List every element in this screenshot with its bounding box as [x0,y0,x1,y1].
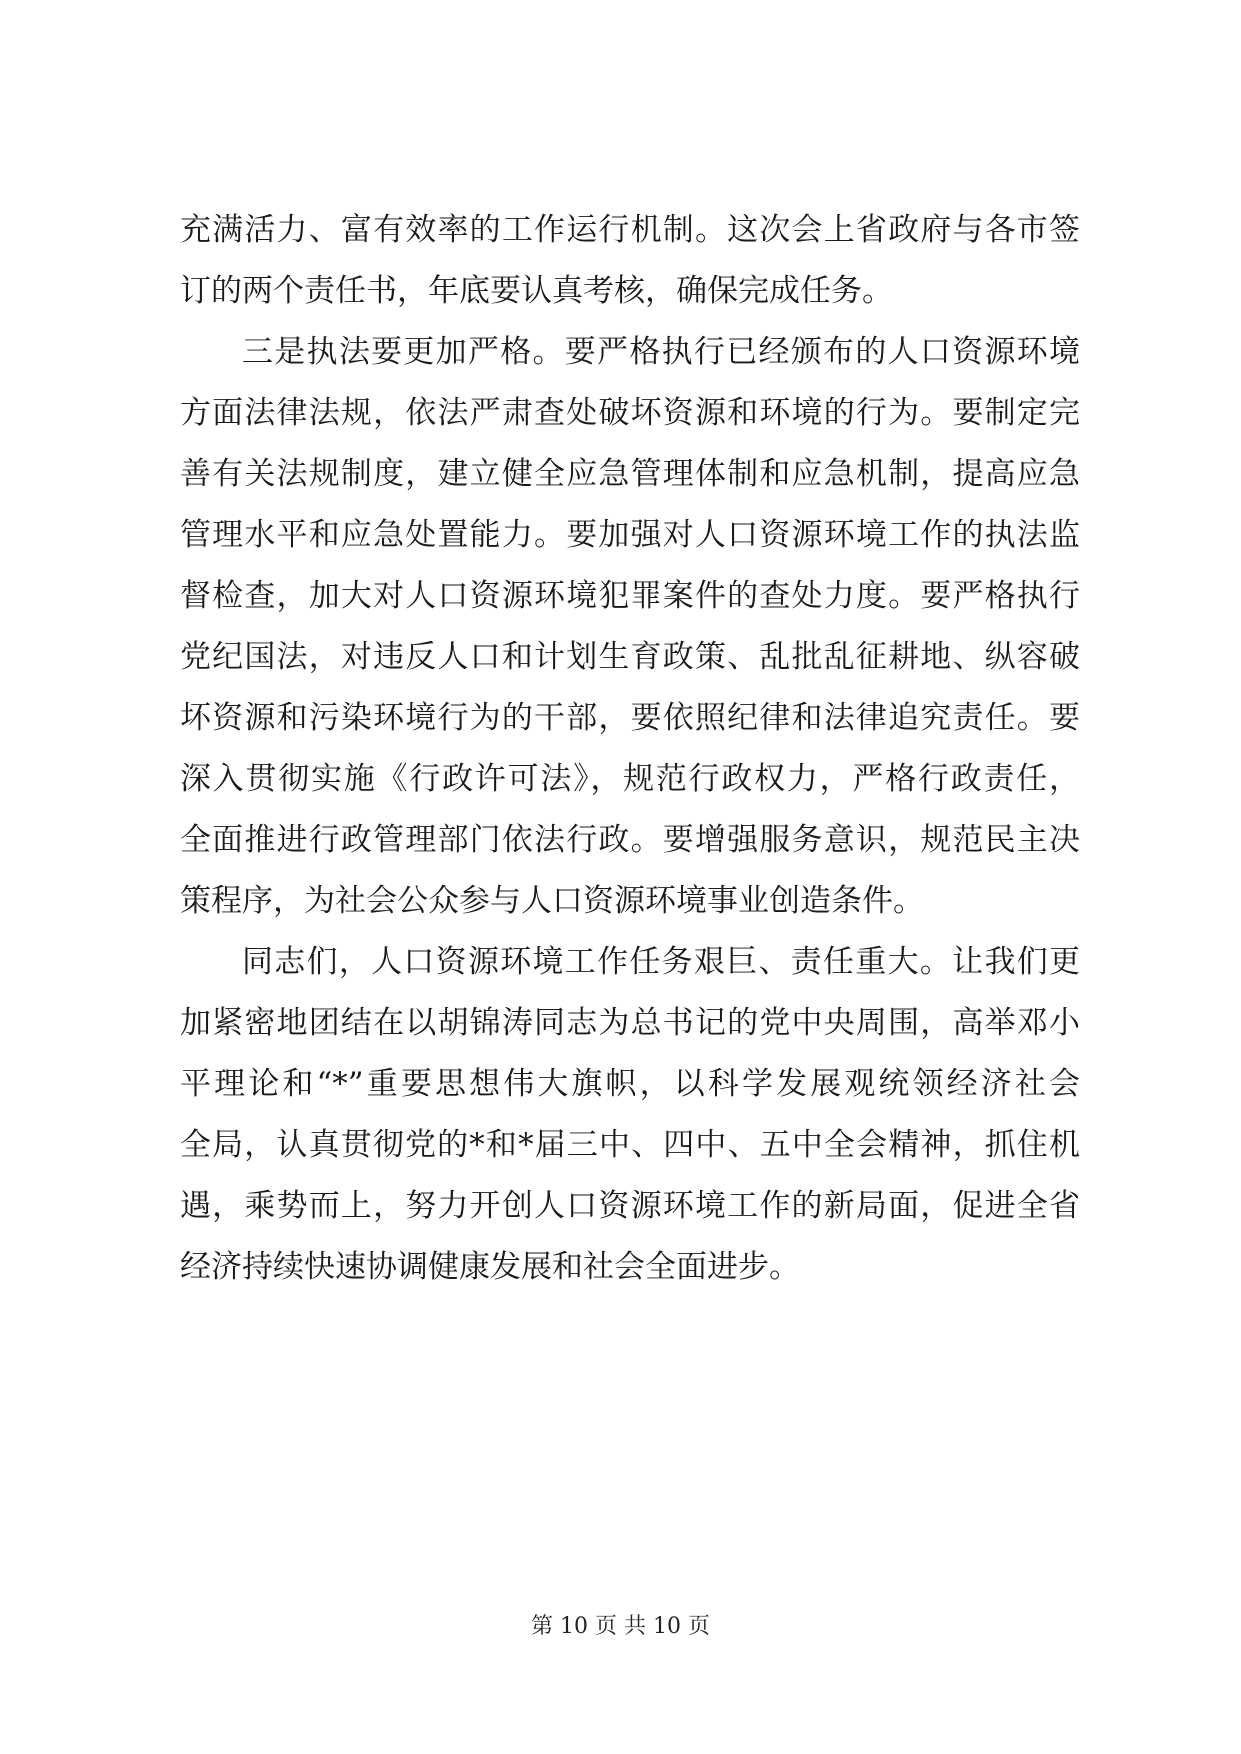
text-line: 全局，认真贯彻党的*和*届三中、四中、五中全会精神，抓住机 [180,1127,1080,1163]
text-line: 坏资源和污染环境行为的干部，要依照纪律和法律追究责任。要 [180,700,1080,736]
text-line: 督检查，加大对人口资源环境犯罪案件的查处力度。要严格执行 [180,578,1080,614]
text-line: 方面法律法规，依法严肃查处破坏资源和环境的行为。要制定完 [180,395,1080,431]
text-line: 订的两个责任书，年底要认真考核，确保完成任务。 [180,273,893,309]
text-line: 经济持续快速协调健康发展和社会全面进步。 [180,1249,800,1285]
paragraph-1 [180,200,1080,322]
text-line: 善有关法规制度，建立健全应急管理体制和应急机制，提高应急 [180,456,1080,492]
document-body [180,200,1080,1298]
paragraph-3 [180,932,1080,1298]
text-line: 加紧密地团结在以胡锦涛同志为总书记的党中央周围，高举邓小 [180,1005,1080,1041]
text-line: 同志们，人口资源环境工作任务艰巨、责任重大。让我们更 [242,944,1080,980]
text-line: 策程序，为社会公众参与人口资源环境事业创造条件。 [180,883,924,919]
page-number-footer: 第 10 页 共 10 页 [531,1614,710,1639]
paragraph-2 [180,322,1080,932]
text-line: 深入贯彻实施《行政许可法》，规范行政权力，严格行政责任， [180,761,1080,797]
text-line: 党纪国法，对违反人口和计划生育政策、乱批乱征耕地、纵容破 [180,639,1080,675]
text-line: 三是执法要更加严格。要严格执行已经颁布的人口资源环境 [242,334,1080,370]
text-line: 管理水平和应急处置能力。要加强对人口资源环境工作的执法监 [180,517,1080,553]
text-line: 遇，乘势而上，努力开创人口资源环境工作的新局面，促进全省 [180,1188,1080,1224]
text-line: 充满活力、富有效率的工作运行机制。这次会上省政府与各市签 [180,212,1080,248]
text-line: 全面推进行政管理部门依法行政。要增强服务意识，规范民主决 [180,822,1080,858]
text-line: 平理论和“*”重要思想伟大旗帜，以科学发展观统领经济社会 [180,1066,1080,1102]
